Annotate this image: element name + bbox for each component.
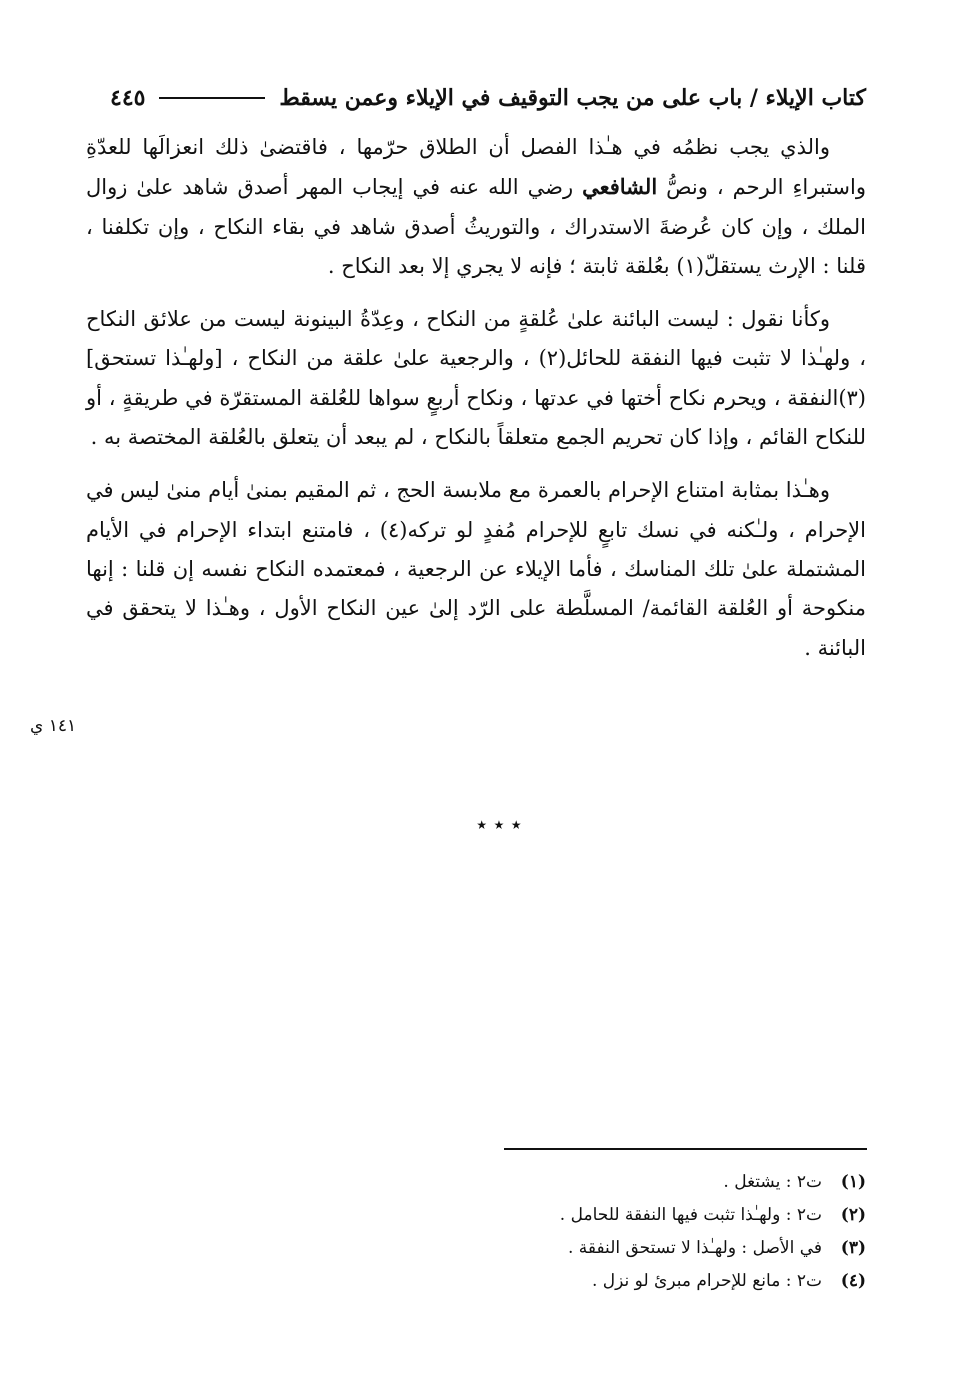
header-title: كتاب الإيلاء / باب على من يجب التوقيف في الإيلاء وعمن يسقط [279, 85, 866, 111]
bold-name: الشافعي [582, 174, 658, 200]
footnote-text: ت٢ : مانع للإحرام مبرئ لو نزل . [592, 1271, 822, 1291]
paragraph-3: وهـٰذا بمثابة امتناع الإحرام بالعمرة مع ملابسة الحج ، ثم المقيم بمنىٰ أيام منىٰ ليس في الإحرام ، ولـٰكنه في نسك تابعٍ للإحرام مُفدٍ لو تركه(٤) ، فامتنع ابتداء الإحرام في الأيام المشتملة علىٰ تلك المناسك ، فأما الإيلاء عن الرجعية ، فمعتمده النكاح نفسه إن قلنا : إنها منكوحة أو العُلقة القائمة/ المسلَّطة على الرّد إلىٰ عين النكاح الأول ، وهـٰذا لا يتحقق في البائنة . [86, 478, 866, 660]
footnote-number: (٤) [840, 1271, 866, 1291]
main-text [86, 128, 866, 668]
margin-note: ١٤١ ي [30, 716, 77, 736]
footnotes [300, 1166, 866, 1298]
footnote-item [300, 1232, 866, 1265]
footnote-item [300, 1199, 866, 1232]
page-number: ٤٤٥ [110, 85, 146, 111]
footnote-text: ت٢ : يشتغل . [723, 1172, 822, 1192]
footnote-number: (١) [840, 1172, 866, 1192]
footnote-text: في الأصل : ولهـٰذا لا تستحق النفقة . [567, 1238, 822, 1258]
footnote-item [300, 1166, 866, 1199]
running-header [110, 78, 866, 118]
paragraph-1: والذي يجب نظمُه في هـٰذا الفصل أن الطلاق حرّمها ، فاقتضىٰ ذلك انعزالَها للعدّةِ واستبراءِ الرحم ، ونصُّ الشافعي رضي الله عنه في إيجاب المهر أصدق شاهد علىٰ زوال الملك ، وإن كان عُرضةَ الاستدراك ، والتوريثُ أصدق شاهد في بقاء النكاح ، وإن تكلفنا ، قلنا : الإرث يستقلّ(١) بعُلقة ثابتة ؛ فإنه لا يجري إلا بعد النكاح . [86, 135, 866, 278]
footnote-number: (٣) [840, 1238, 866, 1258]
paragraph-2: وكأنا نقول : ليست البائنة علىٰ عُلقةٍ من النكاح ، وعِدّةُ البينونة ليست من علائق النكاح ، ولهـٰذا لا تثبت فيها النفقة للحائل(٢) ، والرجعية علىٰ علقة من النكاح ، [ولهـٰذا تستحق](٣)النفقة ، ويحرم نكاح أختها في عدتها ، ونكاح أربعٍ سواها للعُلقة المستقرّة في طريقةٍ ، أو للنكاح القائم ، وإذا كان تحريم الجمع متعلقاً بالنكاح ، لم يبعد أن يتعلق بالعُلقة المختصة به . [86, 307, 866, 450]
footnote-text: ت٢ : ولهـٰذا تثبت فيها النفقة للحامل . [559, 1205, 822, 1225]
footnote-rule [504, 1148, 867, 1150]
section-separator: ٭ ٭ ٭ [476, 812, 522, 836]
footnote-item [300, 1265, 866, 1298]
footnote-number: (٢) [840, 1205, 866, 1225]
header-rule [159, 97, 265, 99]
